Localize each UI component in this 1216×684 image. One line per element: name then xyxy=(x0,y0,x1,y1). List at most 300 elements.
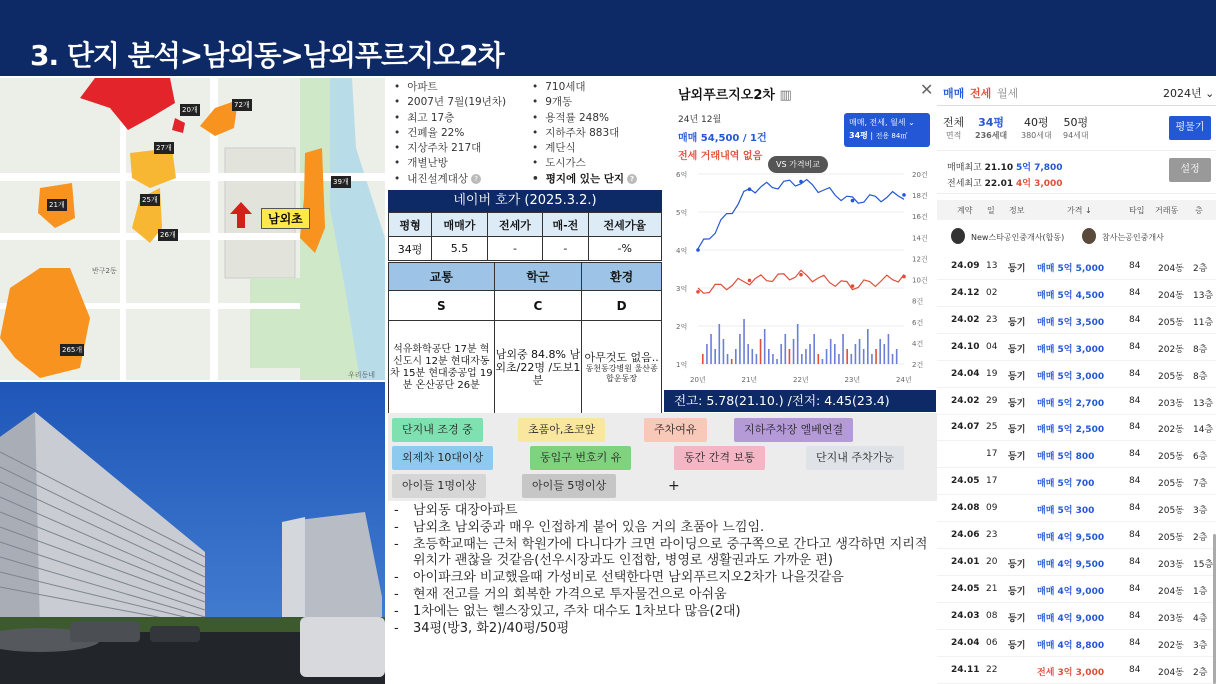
transaction-kind: 전세 xyxy=(1037,667,1055,678)
table-row[interactable] xyxy=(937,522,1216,549)
table-row[interactable] xyxy=(937,657,1216,684)
volume-bar xyxy=(867,329,869,364)
info-item: • 개별난방 xyxy=(394,156,506,171)
info-item: • 9개동 xyxy=(532,95,637,110)
volume-bar xyxy=(846,349,848,364)
volume-bar xyxy=(892,354,894,364)
transaction-price xyxy=(1037,530,1104,543)
left-axis-tick: 3억 xyxy=(676,285,688,293)
transaction-kind: 매매 xyxy=(1037,290,1055,301)
volume-bar xyxy=(768,349,770,364)
price-chart[interactable] xyxy=(664,168,936,390)
transaction-day: 13 xyxy=(986,261,998,271)
registration-status: 등기 xyxy=(1008,425,1026,436)
transaction-kind: 매매 xyxy=(1037,425,1055,436)
transaction-date: 24.11 xyxy=(951,664,980,675)
transaction-amount: 5억 3,500 xyxy=(1057,317,1105,328)
transaction-date: 24.07 xyxy=(951,422,980,433)
volume-bar xyxy=(879,339,881,364)
transaction-amount: 5억 3,000 xyxy=(1057,344,1105,355)
transaction-amount: 5억 800 xyxy=(1057,452,1095,463)
agent-avatar xyxy=(951,228,965,244)
transaction-day: 23 xyxy=(986,314,998,325)
transaction-amount: 4억 8,800 xyxy=(1057,640,1105,651)
transaction-price xyxy=(1037,342,1104,355)
max-jeonse-label: 전세최고 xyxy=(947,179,982,189)
filter-trade-types-label: 매매, 전세, 월세 xyxy=(849,118,906,127)
sale-point xyxy=(696,248,700,252)
volume-bar xyxy=(772,354,774,364)
sale-point xyxy=(799,180,803,184)
area-filter-40[interactable] xyxy=(1021,114,1052,141)
col-type[interactable]: 타입 xyxy=(1129,206,1145,215)
right-axis-tick: 16건 xyxy=(912,213,928,222)
map-tag[interactable]: 25개 xyxy=(142,196,158,204)
transaction-day: 08 xyxy=(986,610,998,621)
tag-imported-cars[interactable]: 외제차 10대이상 xyxy=(392,446,493,470)
transaction-date: 24.05 xyxy=(951,583,980,594)
right-axis-tick: 8건 xyxy=(912,297,924,306)
analysis-notes xyxy=(394,503,939,637)
note-item: - 1차에는 없는 헬스장있고, 주차 대수도 1차보다 많음(2대) xyxy=(394,604,939,621)
agent-name[interactable]: New스타공인중개사(합동) xyxy=(971,233,1065,242)
table-row[interactable] xyxy=(937,576,1216,603)
transaction-kind: 매매 xyxy=(1037,344,1055,355)
building-dong: 204동 xyxy=(1158,264,1184,274)
note-item: - 남외동 대장아파트 xyxy=(394,503,939,520)
table-row[interactable] xyxy=(937,307,1216,334)
naver-cell: - xyxy=(487,237,543,261)
volume-bar xyxy=(764,329,766,364)
note-item: - 남외초 남외중과 매우 인접하게 붙어 있음 거의 초품아 느낌임. xyxy=(394,520,939,537)
sale-point xyxy=(748,187,752,191)
tab-monthly-rent[interactable]: 월세 xyxy=(997,87,1019,100)
unit-type: 84 xyxy=(1129,583,1141,594)
chart-left-axis xyxy=(676,170,687,369)
registration-status: 등기 xyxy=(1008,640,1026,651)
compare-area-button[interactable]: 평물기 xyxy=(1169,116,1211,140)
right-axis-tick: 4건 xyxy=(912,339,924,348)
area-filter-sub: 94세대 xyxy=(1063,131,1089,140)
unit-type: 84 xyxy=(1129,395,1141,406)
table-row[interactable] xyxy=(937,549,1216,576)
map-tag[interactable]: 21개 xyxy=(49,201,65,209)
transaction-date: 24.04 xyxy=(951,368,980,379)
building-dong: 202동 xyxy=(1158,425,1184,436)
col-info[interactable]: 정보 xyxy=(1009,206,1025,215)
info-item: • 710세대 xyxy=(532,80,637,95)
col-dong[interactable]: 거래동 xyxy=(1155,206,1179,215)
note-item: - 현재 전고를 거의 회복한 가격으로 투자물건으로 아쉬움 xyxy=(394,587,939,604)
info-item: • 지하주차 883대 xyxy=(532,126,637,141)
map-tag[interactable]: 72개 xyxy=(234,101,250,109)
chart-x-axis xyxy=(690,375,912,384)
grade-school: C xyxy=(494,291,582,321)
feature-tags xyxy=(388,413,946,501)
unit-type: 84 xyxy=(1129,261,1141,271)
transaction-kind: 매매 xyxy=(1037,264,1055,274)
sale-price-line xyxy=(698,180,904,249)
volume-bar xyxy=(702,354,704,364)
transaction-date: 24.10 xyxy=(951,341,980,352)
agent-avatar xyxy=(1082,228,1096,244)
complex-info-left xyxy=(394,80,506,187)
map-tag[interactable]: 27개 xyxy=(156,144,172,152)
transaction-kind: 매매 xyxy=(1037,586,1055,597)
transaction-price xyxy=(1037,476,1094,489)
naver-cell: 5.5 xyxy=(432,237,488,261)
transaction-date: 24.03 xyxy=(951,610,980,621)
unit-type: 84 xyxy=(1129,368,1141,379)
registration-status: 등기 xyxy=(1008,398,1026,409)
jeonse-point xyxy=(851,284,855,288)
transport-desc: 석유화학공단 17분 혁신도시 12분 현대자동차 15분 현대중공업 19분 온산공단 26분 xyxy=(389,321,495,415)
naver-cell: - xyxy=(543,237,588,261)
tag-building-spacing[interactable]: 동간 간격 보통 xyxy=(674,446,765,470)
volume-bar xyxy=(756,354,758,364)
transaction-day: 22 xyxy=(986,664,998,675)
x-axis-tick: 21년 xyxy=(741,376,758,384)
building-dong: 203동 xyxy=(1158,398,1184,409)
naver-asking-price xyxy=(388,190,662,261)
map-logo-label: 우리동네 xyxy=(348,371,376,379)
unit-floor: 15층 xyxy=(1193,559,1214,570)
volume-bar xyxy=(706,344,708,364)
building-dong: 202동 xyxy=(1158,344,1184,355)
year-select-value: 2024년 xyxy=(1163,87,1202,100)
tag-complex-parking[interactable]: 단지내 주차가능 xyxy=(806,446,904,470)
transaction-date: 24.09 xyxy=(951,261,980,271)
info-item: • 아파트 xyxy=(394,80,506,95)
volume-bar xyxy=(871,354,873,364)
map-district-label: 반구2동 xyxy=(92,267,117,275)
max-jeonse-value: 4억 3,000 xyxy=(1016,179,1063,189)
max-jeonse-date: 22.01 xyxy=(984,179,1014,189)
transaction-day: 17 xyxy=(986,476,998,487)
transaction-amount: 5억 2,700 xyxy=(1057,398,1105,409)
jeonse-point xyxy=(902,275,906,279)
info-item-label: 평지에 있는 단지 xyxy=(545,172,625,185)
building-dong: 203동 xyxy=(1158,613,1184,624)
unit-type: 84 xyxy=(1129,610,1141,621)
transaction-day: 09 xyxy=(986,503,998,514)
volume-bar xyxy=(863,349,865,364)
unit-type: 84 xyxy=(1129,314,1141,325)
table-row[interactable] xyxy=(937,468,1216,495)
area-filter-50[interactable] xyxy=(1063,114,1089,141)
unit-floor: 2층 xyxy=(1193,264,1208,274)
map-icon[interactable]: ▥ xyxy=(779,88,792,103)
volume-bar xyxy=(735,349,737,364)
registration-status: 등기 xyxy=(1008,371,1026,382)
grade-transport: S xyxy=(389,291,495,321)
max-sale-price xyxy=(947,160,1063,173)
transaction-amount: 5억 3,000 xyxy=(1057,371,1105,382)
tab-jeonse[interactable]: 전세 xyxy=(970,87,992,100)
unit-type: 84 xyxy=(1129,476,1141,487)
registration-status: 등기 xyxy=(1008,559,1026,570)
table-row[interactable] xyxy=(937,361,1216,388)
unit-type: 84 xyxy=(1129,530,1141,540)
transaction-day: 29 xyxy=(986,395,998,406)
slide-title: 3. 단지 분석>남외동>남외푸르지오2차 xyxy=(30,39,504,72)
volume-bar xyxy=(789,349,791,364)
info-item: • 최고 17층 xyxy=(394,111,506,126)
table-row[interactable] xyxy=(937,334,1216,361)
transaction-kind: 매매 xyxy=(1037,640,1055,651)
transaction-kind: 매매 xyxy=(1037,613,1055,624)
transaction-price xyxy=(1037,261,1104,274)
unit-type: 84 xyxy=(1129,287,1141,298)
tag-parking-space[interactable]: 주차여유 xyxy=(644,418,707,442)
volume-bar xyxy=(842,334,844,364)
filter-area: 34평 | 전용 84㎡ xyxy=(849,131,908,140)
transaction-kind: 매매 xyxy=(1037,506,1055,517)
area-filter-label: 40평 xyxy=(1024,116,1049,129)
unit-floor: 13층 xyxy=(1193,290,1214,301)
filter-area-exclusive: 전용 84㎡ xyxy=(875,132,908,140)
transaction-column-headers xyxy=(937,200,1216,220)
transaction-price xyxy=(1037,422,1104,435)
building-dong: 205동 xyxy=(1158,371,1184,382)
map-tag[interactable]: 265개 xyxy=(62,346,83,354)
apartment-photo xyxy=(0,382,385,684)
volume-bar xyxy=(747,344,749,364)
unit-floor: 11층 xyxy=(1193,317,1214,328)
table-row[interactable] xyxy=(937,388,1216,415)
table-row[interactable] xyxy=(937,253,1216,280)
add-tag-button[interactable]: + xyxy=(658,474,690,498)
volume-bar xyxy=(743,319,745,364)
right-axis-tick: 2건 xyxy=(912,361,924,369)
x-axis-tick: 23년 xyxy=(844,376,861,384)
transaction-amount: 5억 300 xyxy=(1057,506,1095,517)
x-axis-tick: 20년 xyxy=(690,376,706,384)
area-filter-label: 50평 xyxy=(1063,116,1089,129)
max-sale-label: 매매최고 xyxy=(947,163,982,173)
tag-underground-elevator[interactable]: 지하주차장 엘베연결 xyxy=(734,418,853,442)
area-filter-label: 전체 xyxy=(943,116,965,129)
chart-latest-date: 24년 12월 xyxy=(678,115,722,125)
unit-floor: 3층 xyxy=(1193,640,1208,651)
max-sale-value: 5억 7,800 xyxy=(1016,163,1063,173)
transaction-day: 06 xyxy=(986,637,998,648)
price-chart-panel xyxy=(664,78,936,412)
building-dong: 204동 xyxy=(1158,586,1184,597)
naver-cell: 34평 xyxy=(389,237,432,261)
transaction-price xyxy=(1037,369,1104,382)
x-axis-tick: 22년 xyxy=(793,376,809,384)
tag-kids-1plus[interactable]: 아이들 1명이상 xyxy=(392,474,486,498)
transaction-amount: 5억 5,000 xyxy=(1057,264,1105,274)
note-item: - 34평(방3, 화2)/40평/50평 xyxy=(394,621,939,638)
transaction-tabs xyxy=(937,78,1216,106)
transaction-amount: 4억 9,000 xyxy=(1057,613,1105,624)
year-select[interactable] xyxy=(1163,85,1214,101)
transaction-amount: 4억 9,000 xyxy=(1057,586,1105,597)
registration-status: 등기 xyxy=(1008,344,1026,355)
transaction-date: 24.06 xyxy=(951,530,980,540)
building-dong: 205동 xyxy=(1158,452,1184,463)
building-dong: 205동 xyxy=(1158,317,1184,328)
note-item: - 아이파크와 비교했을때 가성비로 선택한다면 남외푸르지오2차가 나을것같음 xyxy=(394,570,939,587)
eval-header-transport: 교통 xyxy=(389,263,495,291)
transaction-date: 24.02 xyxy=(951,395,980,406)
volume-bar xyxy=(793,339,795,364)
unit-type: 84 xyxy=(1129,422,1141,433)
table-row[interactable] xyxy=(937,280,1216,307)
transaction-price xyxy=(1037,449,1094,462)
table-row[interactable] xyxy=(937,630,1216,657)
registration-status: 등기 xyxy=(1008,264,1026,274)
transaction-price xyxy=(1037,638,1104,651)
transaction-kind: 매매 xyxy=(1037,371,1055,382)
note-item: - 초등학교때는 근처 학원가에 다니다가 크면 라이딩으로 중구쪽으로 간다고 생각하면 지리적 위치가 괜찮을 것같음(선우시장과도 인접함, 병영로 생활권과도 가까운 편) xyxy=(394,537,939,571)
unit-type: 84 xyxy=(1129,637,1141,648)
naver-col-header: 전세가율 xyxy=(588,213,662,237)
naver-col-header: 전세가 xyxy=(487,213,543,237)
agent-name[interactable]: 참사는공인중개사 xyxy=(1102,233,1164,242)
volume-bar xyxy=(855,344,857,364)
unit-floor: 7층 xyxy=(1193,479,1208,490)
volume-bar xyxy=(719,324,721,364)
tag-entrance-keypad[interactable]: 동입구 번호키 유 xyxy=(530,446,631,470)
volume-bar xyxy=(727,354,729,364)
volume-bar xyxy=(875,349,877,364)
volume-bar xyxy=(805,349,807,364)
help-icon[interactable]: ? xyxy=(627,174,637,184)
x-axis-tick: 24년 xyxy=(896,376,912,384)
sale-point xyxy=(902,193,906,197)
right-axis-tick: 6건 xyxy=(912,318,924,327)
school-desc: 남외중 84.8% 남외초/22명 /도보1분 xyxy=(494,321,582,415)
unit-floor: 3층 xyxy=(1193,506,1208,517)
volume-bar xyxy=(739,334,741,364)
apartment-photo-image xyxy=(0,382,385,684)
unit-floor: 13층 xyxy=(1193,398,1214,409)
transaction-date: 24.01 xyxy=(951,556,980,567)
unit-type: 84 xyxy=(1129,449,1141,460)
volume-bar xyxy=(801,354,803,364)
naver-col-header: 매-전 xyxy=(543,213,588,237)
info-item-flat xyxy=(532,172,637,187)
transaction-day: 19 xyxy=(986,368,998,379)
close-icon[interactable]: ✕ xyxy=(920,80,934,99)
transaction-date: 24.05 xyxy=(951,476,980,487)
left-axis-tick: 5억 xyxy=(676,209,688,217)
naver-title: 네이버 호가 (2025.3.2.) xyxy=(388,190,662,212)
volume-bar xyxy=(851,354,853,364)
transaction-day: 25 xyxy=(986,422,998,433)
volume-bar xyxy=(714,349,716,364)
settings-button[interactable]: 설정 xyxy=(1169,158,1211,182)
tab-sale[interactable]: 매매 xyxy=(943,87,965,100)
volume-bar xyxy=(822,359,824,364)
naver-col-header: 평형 xyxy=(389,213,432,237)
unit-floor: 4층 xyxy=(1193,613,1208,624)
tag-kids-5plus[interactable]: 아이들 5명이상 xyxy=(522,474,616,498)
unit-type: 84 xyxy=(1129,503,1141,514)
volume-bar xyxy=(780,344,782,364)
transaction-amount: 3억 3,000 xyxy=(1057,667,1105,678)
table-row[interactable] xyxy=(937,414,1216,441)
building-dong: 204동 xyxy=(1158,290,1184,301)
tag-landscaping[interactable]: 단지내 조경 중 xyxy=(392,418,483,442)
building-dong: 203동 xyxy=(1158,559,1184,570)
transaction-kind: 매매 xyxy=(1037,398,1055,409)
area-map[interactable] xyxy=(0,78,385,380)
left-axis-tick: 2억 xyxy=(676,323,688,331)
chart-complex-name[interactable] xyxy=(678,84,792,103)
right-axis-tick: 20건 xyxy=(912,171,928,179)
col-floor[interactable]: 층 xyxy=(1195,206,1203,215)
transaction-kind: 매매 xyxy=(1037,559,1055,570)
building-dong: 202동 xyxy=(1158,640,1184,651)
right-axis-tick: 18건 xyxy=(912,192,928,201)
transaction-panel xyxy=(937,78,1216,684)
complex-info-right xyxy=(532,80,637,187)
map-tag[interactable]: 39개 xyxy=(333,178,349,186)
info-item: • 지상주차 217대 xyxy=(394,141,506,156)
left-axis-tick: 4억 xyxy=(676,247,688,255)
chart-right-axis xyxy=(912,170,928,369)
building-dong: 205동 xyxy=(1158,533,1184,543)
slide-header xyxy=(0,0,1216,76)
transaction-date: 24.04 xyxy=(951,637,980,648)
chart-filter-dropdown[interactable] xyxy=(844,113,930,147)
volume-bar xyxy=(731,359,733,364)
col-day[interactable]: 일 xyxy=(987,206,995,215)
chart-latest-jeonse: 전세 거래내역 없음 xyxy=(678,151,763,162)
area-filter-all[interactable] xyxy=(943,114,964,141)
grade-environment: D xyxy=(582,291,662,321)
up-arrow-icon xyxy=(230,202,252,228)
table-row[interactable] xyxy=(937,495,1216,522)
registration-status: 등기 xyxy=(1008,452,1026,463)
table-row[interactable] xyxy=(937,603,1216,630)
right-axis-tick: 10건 xyxy=(912,276,928,285)
table-row[interactable] xyxy=(937,441,1216,468)
area-filter-34[interactable] xyxy=(975,114,1007,141)
volume-bar xyxy=(776,359,778,364)
volume-bar xyxy=(809,344,811,364)
volume-bar xyxy=(896,349,898,364)
naver-cell: -% xyxy=(588,237,662,261)
jeonse-point xyxy=(696,290,700,294)
col-price[interactable]: 가격 ↓ xyxy=(1067,206,1092,215)
col-contract[interactable]: 계약 xyxy=(957,206,973,215)
help-icon[interactable]: ? xyxy=(471,174,481,184)
registration-status: 등기 xyxy=(1008,613,1026,624)
map-school-label: 남외초 xyxy=(261,208,310,229)
filter-area-size: 34평 xyxy=(849,131,868,140)
area-filter-sub: 236세대 xyxy=(975,131,1008,140)
environment-desc-main: 아무것도 없음.. xyxy=(584,351,659,364)
map-tag[interactable]: 26개 xyxy=(160,231,176,239)
volume-bar xyxy=(826,349,828,364)
unit-floor: 2층 xyxy=(1193,533,1208,543)
transaction-amount: 5억 4,500 xyxy=(1057,290,1105,301)
building-dong: 204동 xyxy=(1158,667,1184,678)
volume-bar xyxy=(859,339,861,364)
tag-school-near[interactable]: 초품아,초코앞 xyxy=(518,418,605,442)
volume-bar xyxy=(834,344,836,364)
map-canvas xyxy=(0,78,385,380)
vs-compare-button[interactable]: VS 가격비교 xyxy=(768,156,828,173)
area-filter-label: 34평 xyxy=(978,116,1005,129)
unit-floor: 14층 xyxy=(1193,425,1214,436)
map-tag[interactable]: 20개 xyxy=(182,106,198,114)
